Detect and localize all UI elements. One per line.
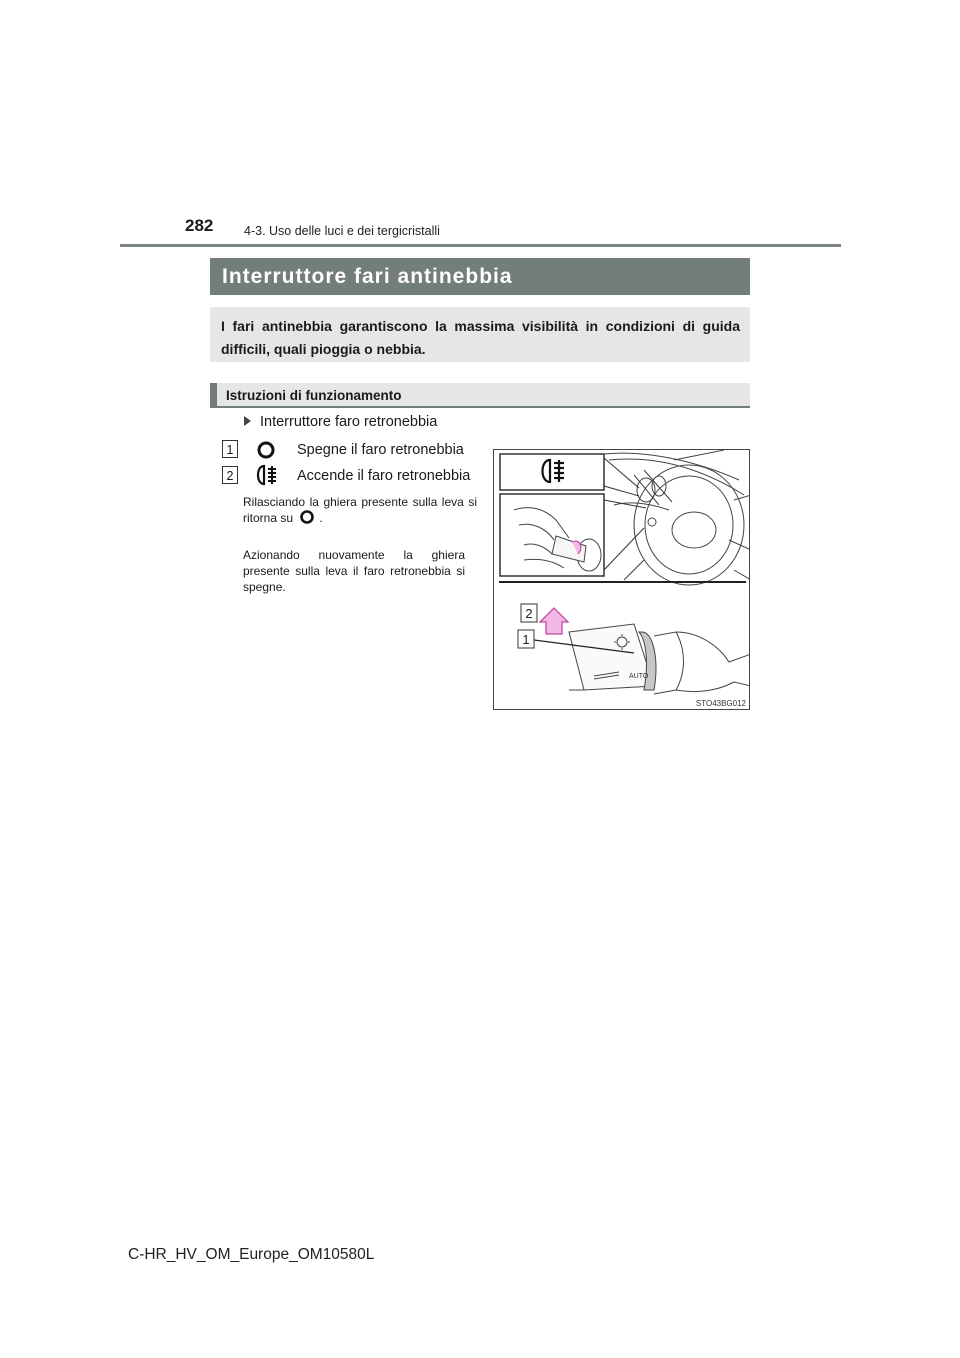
fog-light-off-icon-inline — [299, 510, 316, 524]
page-number: 282 — [185, 216, 214, 235]
rear-fog-light-icon — [253, 464, 279, 486]
figure-code: STO43BG012 — [695, 699, 746, 708]
note-return-period: . — [319, 511, 323, 525]
item-heading — [244, 414, 437, 430]
step-text-2: Accende il faro retronebbia — [297, 468, 471, 484]
step-number-2: 2 — [222, 466, 238, 484]
lever-drawing — [494, 450, 750, 710]
page-title: Interruttore fari antinebbia — [210, 258, 750, 295]
subsection-heading: Istruzioni di funzionamento — [210, 383, 750, 408]
step-number-1: 1 — [222, 440, 238, 458]
note-return — [243, 494, 477, 526]
document-footer: C-HR_HV_OM_Europe_OM10580L — [128, 1246, 375, 1263]
fog-light-off-icon — [256, 441, 276, 459]
intro-text: I fari antinebbia garantiscono la massima visibilità in condizioni di guida difficili, quali pioggia o nebbia. — [221, 318, 740, 357]
item-heading-text: Interruttore faro retronebbia — [260, 414, 438, 430]
section-reference: 4-3. Uso delle luci e dei tergicristalli — [244, 224, 440, 238]
bullet-triangle-icon — [244, 416, 251, 426]
step-text-1: Spegne il faro retronebbia — [297, 442, 464, 458]
note-return-text: Rilasciando la ghiera presente sulla leva si ritorna su — [243, 495, 477, 525]
lever-illustration — [493, 449, 750, 710]
note-off: Azionando nuovamente la ghiera presente sulla leva il faro retronebbia si spegne. — [243, 548, 465, 594]
lever-auto-label: AUTO — [629, 673, 649, 680]
intro-box — [210, 307, 750, 362]
figure-label-1: 1 — [522, 632, 530, 647]
figure-label-2: 2 — [525, 606, 533, 621]
header-divider — [120, 244, 841, 247]
